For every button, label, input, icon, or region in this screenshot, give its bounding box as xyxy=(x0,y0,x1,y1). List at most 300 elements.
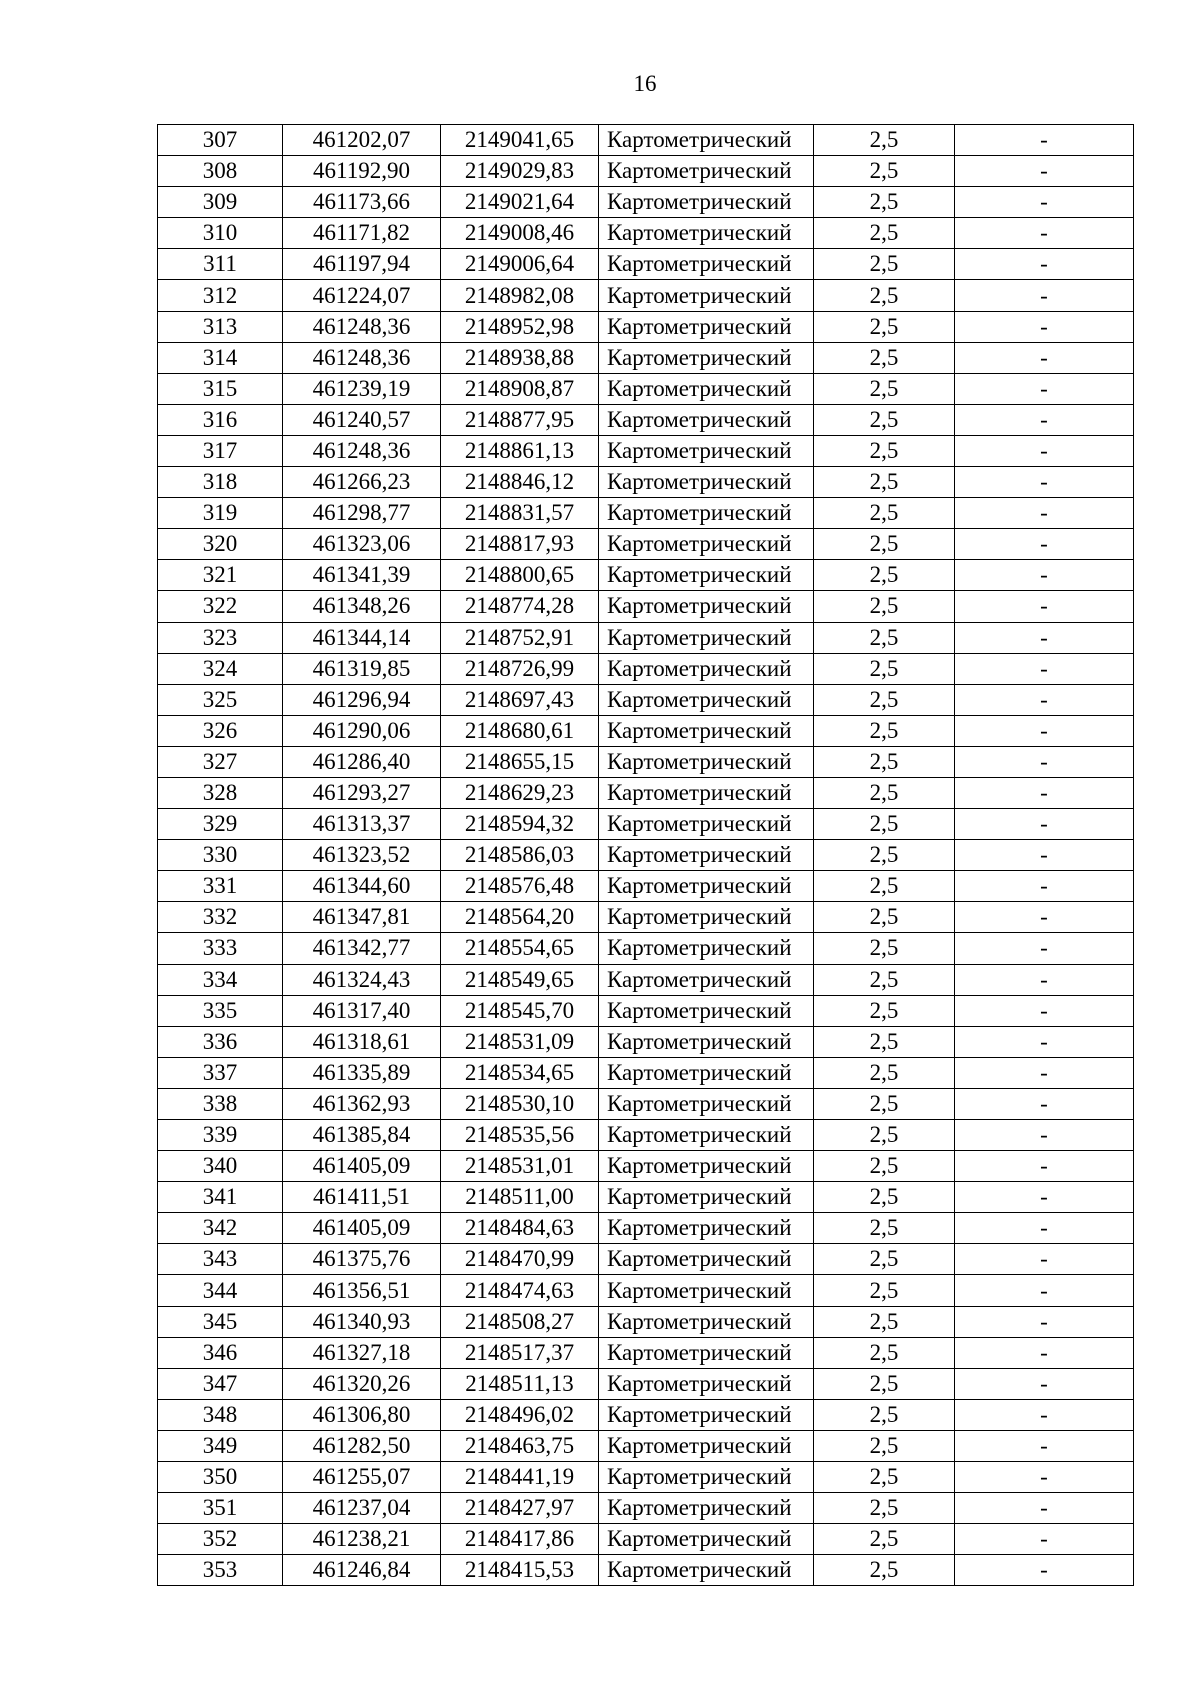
point-number-cell: 340 xyxy=(158,1151,283,1182)
point-number-cell: 319 xyxy=(158,498,283,529)
x-coordinate-cell: 461306,80 xyxy=(283,1399,441,1430)
description-cell: - xyxy=(955,871,1134,902)
description-cell: - xyxy=(955,746,1134,777)
table-row xyxy=(158,715,1134,746)
table-row xyxy=(158,995,1134,1026)
accuracy-cell: 2,5 xyxy=(814,1430,955,1461)
x-coordinate-cell: 461237,04 xyxy=(283,1493,441,1524)
method-cell: Картометрический xyxy=(599,653,814,684)
point-number-cell: 336 xyxy=(158,1026,283,1057)
table-row xyxy=(158,342,1134,373)
table-row xyxy=(158,529,1134,560)
y-coordinate-cell: 2148697,43 xyxy=(441,684,599,715)
y-coordinate-cell: 2148517,37 xyxy=(441,1337,599,1368)
point-number-cell: 327 xyxy=(158,746,283,777)
x-coordinate-cell: 461282,50 xyxy=(283,1430,441,1461)
accuracy-cell: 2,5 xyxy=(814,560,955,591)
accuracy-cell: 2,5 xyxy=(814,1337,955,1368)
point-number-cell: 348 xyxy=(158,1399,283,1430)
accuracy-cell: 2,5 xyxy=(814,809,955,840)
accuracy-cell: 2,5 xyxy=(814,125,955,156)
accuracy-cell: 2,5 xyxy=(814,187,955,218)
table-row xyxy=(158,560,1134,591)
method-cell: Картометрический xyxy=(599,902,814,933)
description-cell: - xyxy=(955,809,1134,840)
x-coordinate-cell: 461202,07 xyxy=(283,125,441,156)
x-coordinate-cell: 461344,60 xyxy=(283,871,441,902)
accuracy-cell: 2,5 xyxy=(814,156,955,187)
table-row xyxy=(158,1120,1134,1151)
accuracy-cell: 2,5 xyxy=(814,995,955,1026)
accuracy-cell: 2,5 xyxy=(814,249,955,280)
y-coordinate-cell: 2148752,91 xyxy=(441,622,599,653)
description-cell: - xyxy=(955,715,1134,746)
y-coordinate-cell: 2149029,83 xyxy=(441,156,599,187)
y-coordinate-cell: 2148417,86 xyxy=(441,1524,599,1555)
x-coordinate-cell: 461192,90 xyxy=(283,156,441,187)
y-coordinate-cell: 2148655,15 xyxy=(441,746,599,777)
y-coordinate-cell: 2148877,95 xyxy=(441,404,599,435)
description-cell: - xyxy=(955,1182,1134,1213)
method-cell: Картометрический xyxy=(599,1213,814,1244)
y-coordinate-cell: 2148496,02 xyxy=(441,1399,599,1430)
table-row xyxy=(158,964,1134,995)
y-coordinate-cell: 2148938,88 xyxy=(441,342,599,373)
x-coordinate-cell: 461293,27 xyxy=(283,777,441,808)
x-coordinate-cell: 461266,23 xyxy=(283,467,441,498)
table-row xyxy=(158,1026,1134,1057)
method-cell: Картометрический xyxy=(599,1430,814,1461)
method-cell: Картометрический xyxy=(599,1088,814,1119)
description-cell: - xyxy=(955,498,1134,529)
x-coordinate-cell: 461335,89 xyxy=(283,1057,441,1088)
table-row xyxy=(158,1151,1134,1182)
description-cell: - xyxy=(955,902,1134,933)
accuracy-cell: 2,5 xyxy=(814,1057,955,1088)
point-number-cell: 316 xyxy=(158,404,283,435)
accuracy-cell: 2,5 xyxy=(814,902,955,933)
method-cell: Картометрический xyxy=(599,995,814,1026)
method-cell: Картометрический xyxy=(599,218,814,249)
accuracy-cell: 2,5 xyxy=(814,1275,955,1306)
x-coordinate-cell: 461290,06 xyxy=(283,715,441,746)
x-coordinate-cell: 461320,26 xyxy=(283,1368,441,1399)
accuracy-cell: 2,5 xyxy=(814,746,955,777)
accuracy-cell: 2,5 xyxy=(814,311,955,342)
y-coordinate-cell: 2148530,10 xyxy=(441,1088,599,1119)
accuracy-cell: 2,5 xyxy=(814,933,955,964)
method-cell: Картометрический xyxy=(599,1182,814,1213)
description-cell: - xyxy=(955,1120,1134,1151)
method-cell: Картометрический xyxy=(599,622,814,653)
description-cell: - xyxy=(955,156,1134,187)
description-cell: - xyxy=(955,1244,1134,1275)
y-coordinate-cell: 2148586,03 xyxy=(441,840,599,871)
table-row xyxy=(158,280,1134,311)
table-row xyxy=(158,871,1134,902)
accuracy-cell: 2,5 xyxy=(814,1026,955,1057)
description-cell: - xyxy=(955,1275,1134,1306)
y-coordinate-cell: 2149041,65 xyxy=(441,125,599,156)
x-coordinate-cell: 461317,40 xyxy=(283,995,441,1026)
x-coordinate-cell: 461362,93 xyxy=(283,1088,441,1119)
method-cell: Картометрический xyxy=(599,529,814,560)
method-cell: Картометрический xyxy=(599,1493,814,1524)
description-cell: - xyxy=(955,404,1134,435)
point-number-cell: 309 xyxy=(158,187,283,218)
table-row xyxy=(158,1368,1134,1399)
y-coordinate-cell: 2148545,70 xyxy=(441,995,599,1026)
accuracy-cell: 2,5 xyxy=(814,1306,955,1337)
accuracy-cell: 2,5 xyxy=(814,1151,955,1182)
y-coordinate-cell: 2149006,64 xyxy=(441,249,599,280)
y-coordinate-cell: 2148463,75 xyxy=(441,1430,599,1461)
point-number-cell: 313 xyxy=(158,311,283,342)
y-coordinate-cell: 2148680,61 xyxy=(441,715,599,746)
table-row xyxy=(158,498,1134,529)
method-cell: Картометрический xyxy=(599,404,814,435)
y-coordinate-cell: 2148474,63 xyxy=(441,1275,599,1306)
method-cell: Картометрический xyxy=(599,125,814,156)
accuracy-cell: 2,5 xyxy=(814,1524,955,1555)
x-coordinate-cell: 461356,51 xyxy=(283,1275,441,1306)
table-row xyxy=(158,933,1134,964)
description-cell: - xyxy=(955,933,1134,964)
table-row xyxy=(158,1493,1134,1524)
method-cell: Картометрический xyxy=(599,156,814,187)
y-coordinate-cell: 2148594,32 xyxy=(441,809,599,840)
y-coordinate-cell: 2149021,64 xyxy=(441,187,599,218)
y-coordinate-cell: 2148564,20 xyxy=(441,902,599,933)
method-cell: Картометрический xyxy=(599,1120,814,1151)
y-coordinate-cell: 2148534,65 xyxy=(441,1057,599,1088)
point-number-cell: 317 xyxy=(158,435,283,466)
x-coordinate-cell: 461340,93 xyxy=(283,1306,441,1337)
accuracy-cell: 2,5 xyxy=(814,218,955,249)
y-coordinate-cell: 2148846,12 xyxy=(441,467,599,498)
table-row xyxy=(158,777,1134,808)
y-coordinate-cell: 2148800,65 xyxy=(441,560,599,591)
y-coordinate-cell: 2148549,65 xyxy=(441,964,599,995)
accuracy-cell: 2,5 xyxy=(814,1368,955,1399)
point-number-cell: 339 xyxy=(158,1120,283,1151)
method-cell: Картометрический xyxy=(599,964,814,995)
description-cell: - xyxy=(955,964,1134,995)
description-cell: - xyxy=(955,995,1134,1026)
point-number-cell: 330 xyxy=(158,840,283,871)
description-cell: - xyxy=(955,1088,1134,1119)
point-number-cell: 312 xyxy=(158,280,283,311)
point-number-cell: 343 xyxy=(158,1244,283,1275)
x-coordinate-cell: 461342,77 xyxy=(283,933,441,964)
x-coordinate-cell: 461171,82 xyxy=(283,218,441,249)
x-coordinate-cell: 461344,14 xyxy=(283,622,441,653)
description-cell: - xyxy=(955,1368,1134,1399)
point-number-cell: 320 xyxy=(158,529,283,560)
point-number-cell: 344 xyxy=(158,1275,283,1306)
method-cell: Картометрический xyxy=(599,809,814,840)
accuracy-cell: 2,5 xyxy=(814,777,955,808)
table-row xyxy=(158,809,1134,840)
table-row xyxy=(158,187,1134,218)
table-row xyxy=(158,591,1134,622)
x-coordinate-cell: 461224,07 xyxy=(283,280,441,311)
description-cell: - xyxy=(955,1462,1134,1493)
x-coordinate-cell: 461323,52 xyxy=(283,840,441,871)
x-coordinate-cell: 461248,36 xyxy=(283,435,441,466)
method-cell: Картометрический xyxy=(599,1368,814,1399)
y-coordinate-cell: 2148576,48 xyxy=(441,871,599,902)
description-cell: - xyxy=(955,1337,1134,1368)
y-coordinate-cell: 2148726,99 xyxy=(441,653,599,684)
point-number-cell: 338 xyxy=(158,1088,283,1119)
description-cell: - xyxy=(955,1057,1134,1088)
accuracy-cell: 2,5 xyxy=(814,684,955,715)
description-cell: - xyxy=(955,1524,1134,1555)
accuracy-cell: 2,5 xyxy=(814,1213,955,1244)
y-coordinate-cell: 2148952,98 xyxy=(441,311,599,342)
accuracy-cell: 2,5 xyxy=(814,529,955,560)
method-cell: Картометрический xyxy=(599,249,814,280)
description-cell: - xyxy=(955,218,1134,249)
table-row xyxy=(158,1057,1134,1088)
method-cell: Картометрический xyxy=(599,1337,814,1368)
method-cell: Картометрический xyxy=(599,871,814,902)
description-cell: - xyxy=(955,1151,1134,1182)
point-number-cell: 321 xyxy=(158,560,283,591)
table-row xyxy=(158,1524,1134,1555)
accuracy-cell: 2,5 xyxy=(814,404,955,435)
table-row xyxy=(158,218,1134,249)
method-cell: Картометрический xyxy=(599,1151,814,1182)
accuracy-cell: 2,5 xyxy=(814,1399,955,1430)
table-row xyxy=(158,1430,1134,1461)
table-row xyxy=(158,746,1134,777)
page-number: 16 xyxy=(633,71,657,96)
method-cell: Картометрический xyxy=(599,1275,814,1306)
description-cell: - xyxy=(955,435,1134,466)
table-row xyxy=(158,1462,1134,1493)
accuracy-cell: 2,5 xyxy=(814,1120,955,1151)
method-cell: Картометрический xyxy=(599,684,814,715)
x-coordinate-cell: 461323,06 xyxy=(283,529,441,560)
point-number-cell: 323 xyxy=(158,622,283,653)
y-coordinate-cell: 2148470,99 xyxy=(441,1244,599,1275)
description-cell: - xyxy=(955,1555,1134,1586)
accuracy-cell: 2,5 xyxy=(814,1462,955,1493)
accuracy-cell: 2,5 xyxy=(814,591,955,622)
accuracy-cell: 2,5 xyxy=(814,1493,955,1524)
description-cell: - xyxy=(955,1430,1134,1461)
point-number-cell: 325 xyxy=(158,684,283,715)
description-cell: - xyxy=(955,342,1134,373)
table-row xyxy=(158,653,1134,684)
x-coordinate-cell: 461348,26 xyxy=(283,591,441,622)
description-cell: - xyxy=(955,1213,1134,1244)
point-number-cell: 322 xyxy=(158,591,283,622)
method-cell: Картометрический xyxy=(599,187,814,218)
accuracy-cell: 2,5 xyxy=(814,435,955,466)
x-coordinate-cell: 461347,81 xyxy=(283,902,441,933)
x-coordinate-cell: 461327,18 xyxy=(283,1337,441,1368)
accuracy-cell: 2,5 xyxy=(814,342,955,373)
method-cell: Картометрический xyxy=(599,1462,814,1493)
point-number-cell: 351 xyxy=(158,1493,283,1524)
point-number-cell: 337 xyxy=(158,1057,283,1088)
y-coordinate-cell: 2148531,09 xyxy=(441,1026,599,1057)
method-cell: Картометрический xyxy=(599,777,814,808)
x-coordinate-cell: 461341,39 xyxy=(283,560,441,591)
point-number-cell: 347 xyxy=(158,1368,283,1399)
y-coordinate-cell: 2148982,08 xyxy=(441,280,599,311)
method-cell: Картометрический xyxy=(599,342,814,373)
x-coordinate-cell: 461411,51 xyxy=(283,1182,441,1213)
table-row xyxy=(158,125,1134,156)
method-cell: Картометрический xyxy=(599,1244,814,1275)
y-coordinate-cell: 2148908,87 xyxy=(441,373,599,404)
point-number-cell: 329 xyxy=(158,809,283,840)
table-row xyxy=(158,684,1134,715)
table-row xyxy=(158,311,1134,342)
description-cell: - xyxy=(955,125,1134,156)
method-cell: Картометрический xyxy=(599,840,814,871)
x-coordinate-cell: 461313,37 xyxy=(283,809,441,840)
method-cell: Картометрический xyxy=(599,1057,814,1088)
table-row xyxy=(158,404,1134,435)
description-cell: - xyxy=(955,560,1134,591)
y-coordinate-cell: 2148629,23 xyxy=(441,777,599,808)
accuracy-cell: 2,5 xyxy=(814,467,955,498)
table-row xyxy=(158,373,1134,404)
y-coordinate-cell: 2148441,19 xyxy=(441,1462,599,1493)
accuracy-cell: 2,5 xyxy=(814,964,955,995)
accuracy-cell: 2,5 xyxy=(814,1244,955,1275)
point-number-cell: 334 xyxy=(158,964,283,995)
description-cell: - xyxy=(955,1493,1134,1524)
point-number-cell: 335 xyxy=(158,995,283,1026)
accuracy-cell: 2,5 xyxy=(814,1555,955,1586)
y-coordinate-cell: 2149008,46 xyxy=(441,218,599,249)
point-number-cell: 308 xyxy=(158,156,283,187)
coordinates-table xyxy=(157,124,1134,1586)
description-cell: - xyxy=(955,591,1134,622)
x-coordinate-cell: 461405,09 xyxy=(283,1213,441,1244)
accuracy-cell: 2,5 xyxy=(814,498,955,529)
accuracy-cell: 2,5 xyxy=(814,840,955,871)
method-cell: Картометрический xyxy=(599,435,814,466)
point-number-cell: 349 xyxy=(158,1430,283,1461)
accuracy-cell: 2,5 xyxy=(814,715,955,746)
table-row xyxy=(158,902,1134,933)
x-coordinate-cell: 461286,40 xyxy=(283,746,441,777)
point-number-cell: 318 xyxy=(158,467,283,498)
method-cell: Картометрический xyxy=(599,591,814,622)
table-row xyxy=(158,1088,1134,1119)
accuracy-cell: 2,5 xyxy=(814,1182,955,1213)
description-cell: - xyxy=(955,311,1134,342)
y-coordinate-cell: 2148427,97 xyxy=(441,1493,599,1524)
description-cell: - xyxy=(955,684,1134,715)
point-number-cell: 353 xyxy=(158,1555,283,1586)
x-coordinate-cell: 461255,07 xyxy=(283,1462,441,1493)
accuracy-cell: 2,5 xyxy=(814,373,955,404)
description-cell: - xyxy=(955,840,1134,871)
x-coordinate-cell: 461405,09 xyxy=(283,1151,441,1182)
method-cell: Картометрический xyxy=(599,560,814,591)
description-cell: - xyxy=(955,1306,1134,1337)
accuracy-cell: 2,5 xyxy=(814,871,955,902)
y-coordinate-cell: 2148415,53 xyxy=(441,1555,599,1586)
method-cell: Картометрический xyxy=(599,280,814,311)
point-number-cell: 333 xyxy=(158,933,283,964)
y-coordinate-cell: 2148511,00 xyxy=(441,1182,599,1213)
method-cell: Картометрический xyxy=(599,467,814,498)
table-row xyxy=(158,467,1134,498)
table-row xyxy=(158,622,1134,653)
y-coordinate-cell: 2148484,63 xyxy=(441,1213,599,1244)
method-cell: Картометрический xyxy=(599,311,814,342)
x-coordinate-cell: 461318,61 xyxy=(283,1026,441,1057)
description-cell: - xyxy=(955,467,1134,498)
method-cell: Картометрический xyxy=(599,933,814,964)
table-row xyxy=(158,1337,1134,1368)
accuracy-cell: 2,5 xyxy=(814,1088,955,1119)
x-coordinate-cell: 461375,76 xyxy=(283,1244,441,1275)
x-coordinate-cell: 461319,85 xyxy=(283,653,441,684)
table-row xyxy=(158,435,1134,466)
table-row xyxy=(158,249,1134,280)
accuracy-cell: 2,5 xyxy=(814,280,955,311)
point-number-cell: 310 xyxy=(158,218,283,249)
method-cell: Картометрический xyxy=(599,1555,814,1586)
x-coordinate-cell: 461385,84 xyxy=(283,1120,441,1151)
method-cell: Картометрический xyxy=(599,373,814,404)
accuracy-cell: 2,5 xyxy=(814,622,955,653)
description-cell: - xyxy=(955,1399,1134,1430)
method-cell: Картометрический xyxy=(599,1524,814,1555)
method-cell: Картометрический xyxy=(599,1306,814,1337)
x-coordinate-cell: 461248,36 xyxy=(283,342,441,373)
x-coordinate-cell: 461239,19 xyxy=(283,373,441,404)
table-row xyxy=(158,1244,1134,1275)
description-cell: - xyxy=(955,622,1134,653)
table-row xyxy=(158,1182,1134,1213)
description-cell: - xyxy=(955,1026,1134,1057)
x-coordinate-cell: 461240,57 xyxy=(283,404,441,435)
point-number-cell: 346 xyxy=(158,1337,283,1368)
description-cell: - xyxy=(955,529,1134,560)
point-number-cell: 311 xyxy=(158,249,283,280)
x-coordinate-cell: 461298,77 xyxy=(283,498,441,529)
point-number-cell: 314 xyxy=(158,342,283,373)
x-coordinate-cell: 461197,94 xyxy=(283,249,441,280)
point-number-cell: 328 xyxy=(158,777,283,808)
x-coordinate-cell: 461173,66 xyxy=(283,187,441,218)
y-coordinate-cell: 2148861,13 xyxy=(441,435,599,466)
point-number-cell: 352 xyxy=(158,1524,283,1555)
table-row xyxy=(158,1399,1134,1430)
point-number-cell: 315 xyxy=(158,373,283,404)
point-number-cell: 341 xyxy=(158,1182,283,1213)
table-row xyxy=(158,1306,1134,1337)
point-number-cell: 345 xyxy=(158,1306,283,1337)
coordinates-table-body xyxy=(158,125,1134,1586)
point-number-cell: 326 xyxy=(158,715,283,746)
description-cell: - xyxy=(955,777,1134,808)
accuracy-cell: 2,5 xyxy=(814,653,955,684)
table-row xyxy=(158,1213,1134,1244)
table-row xyxy=(158,840,1134,871)
